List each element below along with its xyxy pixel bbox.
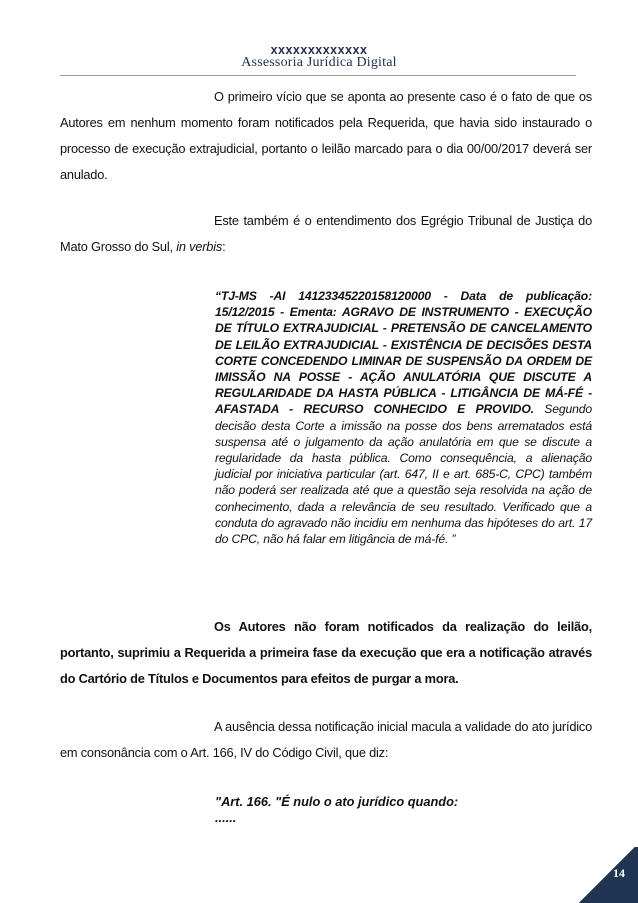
paragraph-not-notified: Os Autores não foram notificados da realização do leilão, portanto, suprimiu a Requerida a primeira fase da execução que era a notificação através do Cartório de Títulos e Documentos para efeitos de purgar a mora. xyxy=(60,619,592,686)
article-ellipsis: ...... xyxy=(215,810,237,825)
in-verbis-text: in verbis xyxy=(176,239,223,254)
article-166-quote xyxy=(215,794,592,826)
paragraph-first-vice: O primeiro vício que se aponta ao presente caso é o fato de que os Autores em nenhum momento foram notificados pela Requerida, que havia sido instaurado o processo de execução extrajudicial, portanto o leilão marcado para o dia 00/00/2017 deverá ser anulado. xyxy=(60,89,592,182)
paragraph-court-understanding xyxy=(60,208,592,260)
header-divider xyxy=(60,75,576,76)
page-number: 14 xyxy=(613,866,625,880)
page-number-tab xyxy=(576,847,638,903)
quote-heading: “TJ-MS -AI 14123345220158120000 - Data de publicação: 15/12/2015 - Ementa: AGRAVO DE INSTRUMENTO - EXECUÇÃO DE TÍTULO EXTRAJUDICIAL - PRETENSÃO DE CANCELAMENTO DE LEILÃO EXTRAJUDICIAL - EXISTÊNCIA DE DECISÕES DESTA CORTE CONCEDENDO LIMINAR DE SUSPENSÃO DA ORDEM DE IMISSÃO NA POSSE - AÇÃO ANULATÓRIA QUE DISCUTE A REGULARIDADE DA HASTA PÚBLICA - LITIGÂNCIA DE MÁ-FÉ - AFASTADA - RECURSO CONHECIDO E PROVIDO. xyxy=(215,289,592,417)
quote-body: Segundo decisão desta Corte a imissão na posse dos bens arrematados está suspensa até o julgamento da ação anulatória em que se discute a regularidade da hasta pública. Como consequência, a alienação judicial por iniciativa particular (art. 647, II e art. 685-C, CPC) também não poderá ser realizada até que a questão seja resolvida na ação de conhecimento, dada a relevância de seu resultado. Verificado que a conduta do agravado não incidiu em nenhuma das hipóteses do art. 17 do CPC, não há falar em litigância de má-fé. ” xyxy=(215,402,593,547)
paragraph-absence-notification: A ausência dessa notificação inicial macula a validade do ato jurídico em consonância com o Art. 166, IV do Código Civil, que diz: xyxy=(60,719,592,760)
article-line: "Art. 166. "É nulo o ato jurídico quando: xyxy=(215,794,459,809)
paragraph-court-colon: : xyxy=(222,239,226,254)
jurisprudence-quote xyxy=(215,288,592,547)
header-placeholder-text: xxxxxxxxxxxxx xyxy=(270,43,368,57)
header-subtitle: Assessoria Jurídica Digital xyxy=(241,55,397,70)
paragraph-court-text: Este também é o entendimento dos Egrégio Tribunal de Justiça do Mato Grosso do Sul, xyxy=(60,213,592,254)
page-header xyxy=(0,0,638,84)
